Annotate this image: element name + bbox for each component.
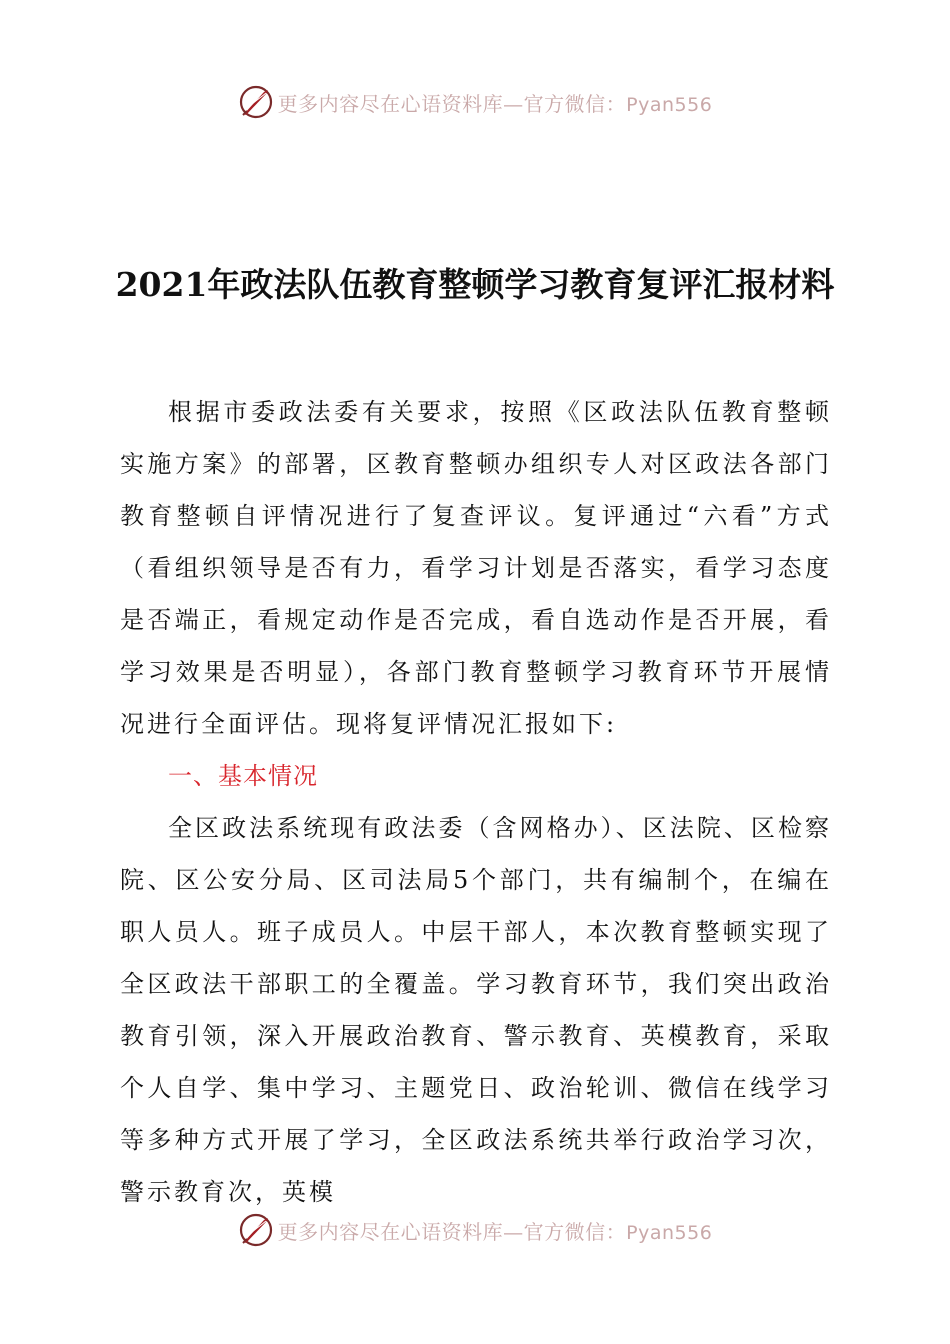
- banner-slogan: 更多内容尽在心语资料库—官方微信：: [277, 91, 627, 116]
- banner-wechat-id: Pyan556: [626, 1221, 713, 1244]
- banner-text: [278, 88, 713, 117]
- document-title: 2021年政法队伍教育整顿学习教育复评汇报材料: [115, 265, 835, 304]
- banner-wechat-id: Pyan556: [626, 93, 713, 116]
- document-body: [120, 386, 832, 1218]
- intro-paragraph: 根据市委政法委有关要求，按照《区政法队伍教育整顿实施方案》的部署，区教育整顿办组织专人对区政法各部门教育整顿自评情况进行了复查评议。复评通过“六看”方式（看组织领导是否有力，看学习计划是否落实，看学习态度是否端正，看规定动作是否完成，看自选动作是否开展，看学习效果是否明显），各部门教育整顿学习教育环节开展情况进行全面评估。现将复评情况汇报如下:: [120, 398, 832, 738]
- banner-text: [278, 1216, 713, 1245]
- section-heading: 一、基本情况: [168, 762, 318, 790]
- banner-slogan: 更多内容尽在心语资料库—官方微信：: [277, 1219, 627, 1244]
- header-banner: [0, 82, 950, 122]
- section-paragraph: 全区政法系统现有政法委（含网格办）、区法院、区检察院、区公安分局、区司法局5个部门，共有编制个，在编在职人员人。班子成员人。中层干部人，本次教育整顿实现了全区政法干部职工的全覆盖。学习教育环节，我们突出政治教育引领，深入开展政治教育、警示教育、英模教育，采取个人自学、集中学习、主题党日、政治轮训、微信在线学习等多种方式开展了学习，全区政法系统共举行政治学习次，警示教育次，英模: [120, 814, 832, 1206]
- quill-pen-circle-icon: [238, 1212, 274, 1248]
- footer-banner: [0, 1210, 950, 1250]
- quill-pen-circle-icon: [238, 84, 274, 120]
